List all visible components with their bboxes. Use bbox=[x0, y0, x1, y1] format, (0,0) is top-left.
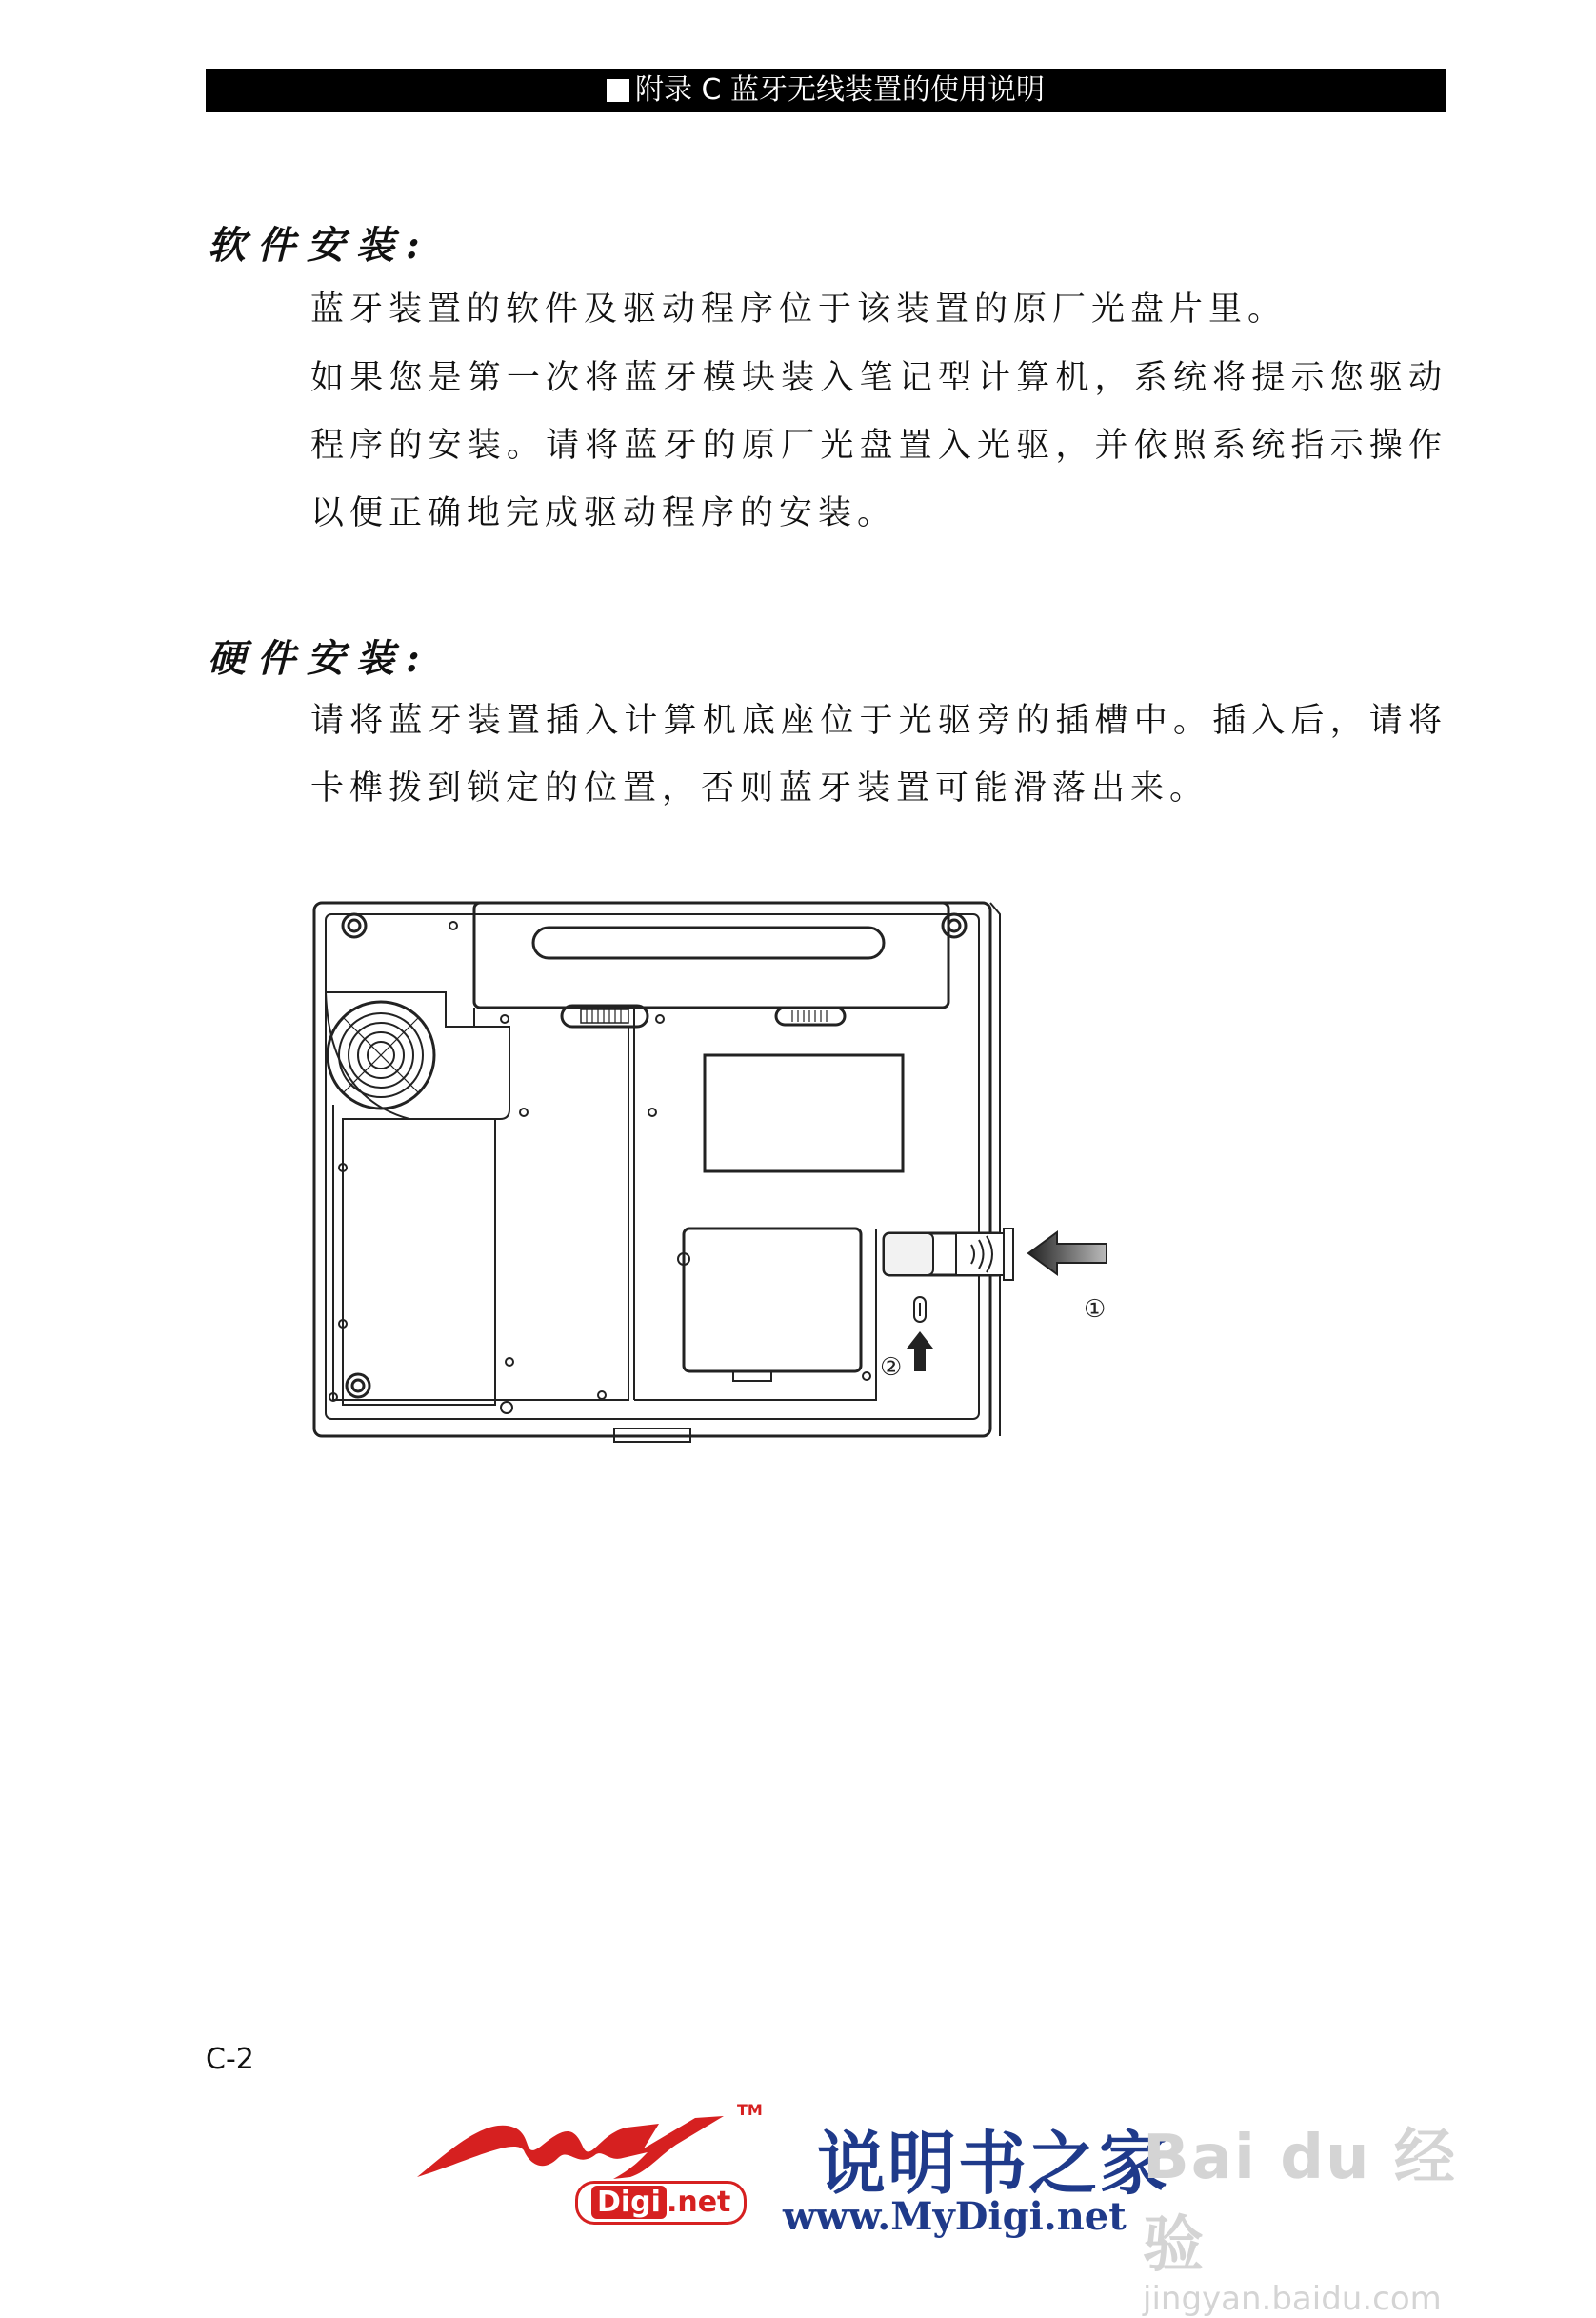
insert-arrow-icon bbox=[1028, 1232, 1107, 1274]
trademark-symbol: TM bbox=[737, 2101, 763, 2119]
hardware-install-heading: 硬件安装: bbox=[208, 636, 431, 681]
lock-arrow-icon bbox=[907, 1331, 933, 1371]
brand-url: www.MyDigi.net bbox=[783, 2194, 1127, 2239]
watermark-main-text: Bai du 经验 bbox=[1143, 2123, 1457, 2281]
net-text: .net bbox=[666, 2186, 731, 2219]
digi-text: Digi bbox=[591, 2186, 667, 2219]
step-2-label: ② bbox=[880, 1353, 903, 1382]
screw-icon bbox=[343, 914, 366, 937]
memory-panel bbox=[705, 1055, 903, 1171]
step-1-label: ① bbox=[1084, 1295, 1107, 1324]
brand-chinese-name: 说明书之家 bbox=[817, 2124, 1170, 2204]
software-paragraph-1: 蓝牙装置的软件及驱动程序位于该装置的原厂光盘片里。 bbox=[310, 290, 1287, 329]
digi-net-badge bbox=[575, 2181, 747, 2225]
baidu-jingyan-watermark bbox=[1143, 2108, 1505, 2318]
software-install-heading: 软件安装: bbox=[208, 223, 431, 268]
mydigi-swoosh-logo bbox=[409, 2095, 752, 2190]
page-header-bar bbox=[206, 69, 1446, 112]
laptop-bottom-diagram bbox=[305, 886, 1181, 1448]
lock-slider bbox=[914, 1297, 926, 1322]
module-bay-cover bbox=[684, 1229, 861, 1371]
hardware-paragraph-1: 请将蓝牙装置插入计算机底座位于光驱旁的插槽中。插入后，请将卡榫拨到锁定的位置，否则蓝牙装置可能滑落出来。 bbox=[310, 702, 1447, 808]
watermark-url-text: jingyan.baidu.com bbox=[1143, 2280, 1442, 2318]
square-bullet-icon bbox=[607, 79, 629, 102]
page-number: C-2 bbox=[206, 2043, 254, 2076]
software-paragraph-2: 如果您是第一次将蓝牙模块装入笔记型计算机，系统将提示您驱动程序的安装。请将蓝牙的原厂光盘置入光驱，并依照系统指示操作以便正确地完成驱动程序的安装。 bbox=[310, 359, 1447, 532]
bluetooth-module bbox=[884, 1229, 1013, 1280]
header-title: 附录 C 蓝牙无线装置的使用说明 bbox=[634, 73, 1046, 107]
footer-branding bbox=[409, 2095, 1505, 2318]
